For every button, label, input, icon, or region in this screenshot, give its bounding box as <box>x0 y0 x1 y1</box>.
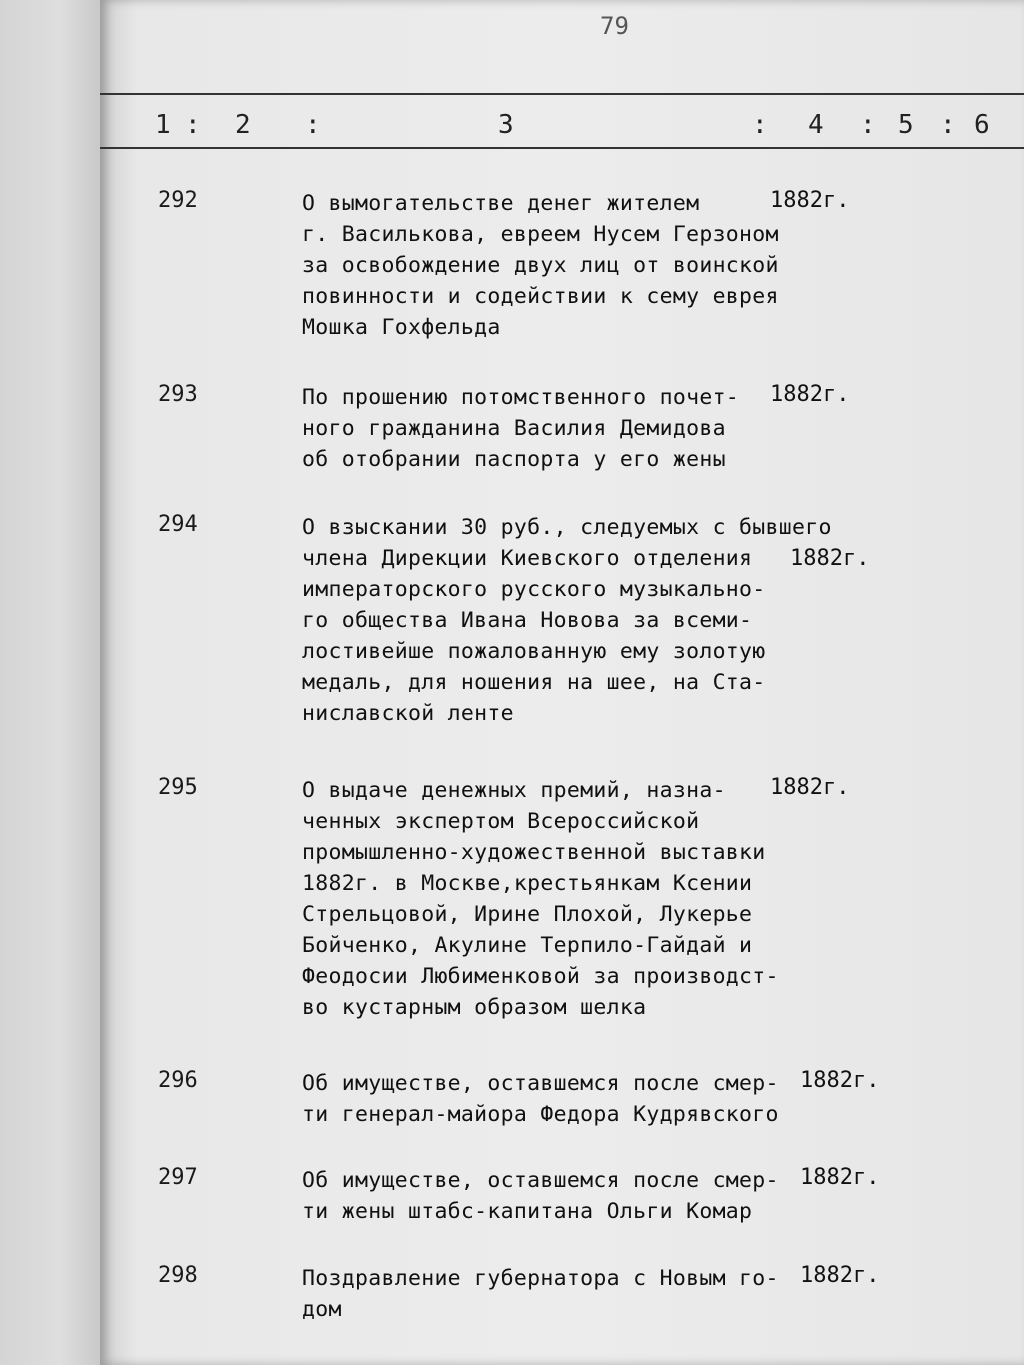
entry-line: Стрельцовой, Ирине Плохой, Лукерье <box>302 902 753 927</box>
column-separator: : <box>860 110 876 140</box>
column-header-1: 1 <box>155 110 171 140</box>
entry-line: О выдаче денежных премий, назна- <box>302 778 726 803</box>
entry-line: во кустарным образом шелка <box>302 995 647 1020</box>
entry-line: О взыскании 30 руб., следуемых с бывшего <box>302 515 832 540</box>
entry-line: Мошка Гохфельда <box>302 315 501 340</box>
entry-line: медаль, для ношения на шее, на Ста- <box>302 670 766 695</box>
entry-line: ниславской ленте <box>302 701 514 726</box>
entry-line: О вымогательстве денег жителем <box>302 191 700 216</box>
entry-line: Об имуществе, оставшемся после смер- <box>302 1168 779 1193</box>
entry-description <box>302 1263 792 1325</box>
entry-line: ченных экспертом Всероссийской <box>302 809 700 834</box>
entry-number: 296 <box>158 1068 198 1093</box>
entry-number: 298 <box>158 1263 198 1288</box>
entry-description <box>302 188 792 343</box>
entry-line: за освобождение двух лиц от воинской <box>302 253 779 278</box>
entry-description <box>302 775 792 1023</box>
entry-number: 294 <box>158 512 198 537</box>
document-page <box>100 0 1024 1365</box>
entry-line: императорского русского музыкально- <box>302 577 766 602</box>
column-header-3: 3 <box>498 110 514 140</box>
entry-number: 292 <box>158 188 198 213</box>
column-separator: : <box>752 110 768 140</box>
entry-line: повинности и содействии к сему еврея <box>302 284 779 309</box>
column-separator: : <box>185 110 201 140</box>
entry-description <box>302 382 792 475</box>
entry-line: ти генерал-майора Федора Кудрявского <box>302 1102 779 1127</box>
entry-line: промышленно-художественной выставки <box>302 840 766 865</box>
column-header-2: 2 <box>235 110 251 140</box>
entry-line: го общества Ивана Новова за всеми- <box>302 608 753 633</box>
entry-line: Поздравление губернатора с Новым го- <box>302 1266 779 1291</box>
column-header-5: 5 <box>898 110 914 140</box>
entry-year: 1882г. <box>800 1068 880 1093</box>
column-header-6: 6 <box>974 110 990 140</box>
table-top-rule <box>100 93 1024 95</box>
entry-number: 297 <box>158 1165 198 1190</box>
entry-line: Об имуществе, оставшемся после смер- <box>302 1071 779 1096</box>
entry-line: ного гражданина Василия Демидова <box>302 416 726 441</box>
entry-description <box>302 1068 792 1130</box>
entry-year: 1882г. <box>800 1263 880 1288</box>
column-header-4: 4 <box>808 110 824 140</box>
entry-year: 1882г. <box>770 382 850 407</box>
entry-line: г. Василькова, евреем Нусем Герзоном <box>302 222 779 247</box>
entry-line: члена Дирекции Киевского отделения <box>302 546 753 571</box>
entry-description <box>302 1165 792 1227</box>
entry-number: 295 <box>158 775 198 800</box>
entry-number: 293 <box>158 382 198 407</box>
column-separator: : <box>940 110 956 140</box>
table-header-rule <box>100 147 1024 149</box>
entry-line: дом <box>302 1297 342 1322</box>
entry-line: об отобрании паспорта у его жены <box>302 447 726 472</box>
entry-year: 1882г. <box>770 775 850 800</box>
left-page-edge <box>0 0 100 1365</box>
entry-line: По прошению потомственного почет- <box>302 385 740 410</box>
entry-year: 1882г. <box>770 188 850 213</box>
entry-line: 1882г. в Москве,крестьянкам Ксении <box>302 871 753 896</box>
entry-line: Феодосии Любименковой за производст- <box>302 964 779 989</box>
entry-line: лостивейше пожалованную ему золотую <box>302 639 766 664</box>
entry-year: 1882г. <box>800 1165 880 1190</box>
page-number: 79 <box>600 12 629 40</box>
column-separator: : <box>305 110 321 140</box>
entry-line: ти жены штабс-капитана Ольги Комар <box>302 1199 753 1224</box>
entry-year: 1882г. <box>790 546 870 571</box>
entry-line: Бойченко, Акулине Терпило-Гайдай и <box>302 933 753 958</box>
